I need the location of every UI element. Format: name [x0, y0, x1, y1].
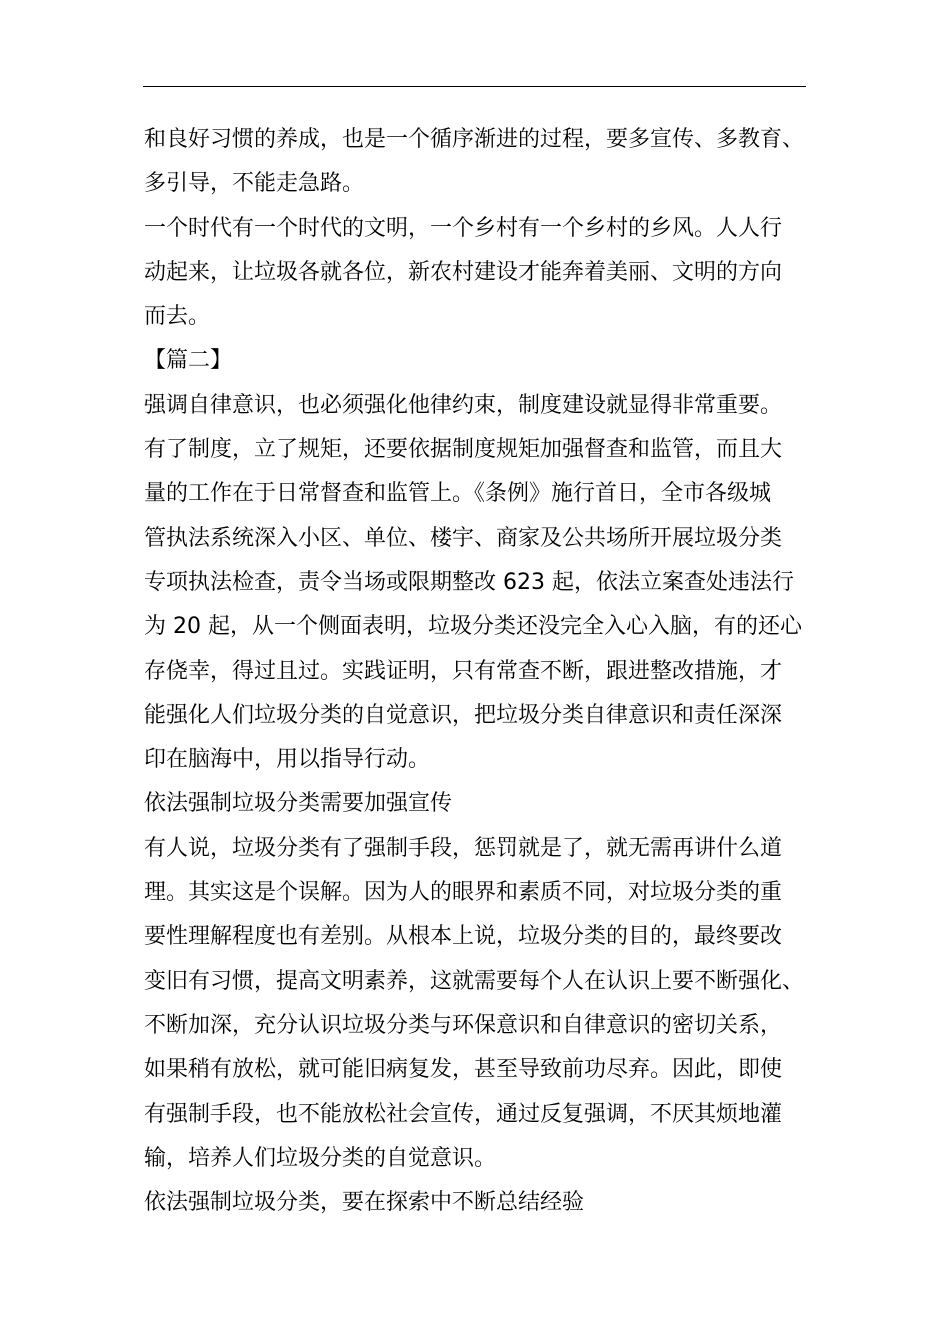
text-line: 输，培养人们垃圾分类的自觉意识。	[144, 1145, 497, 1171]
text-line: 存侥幸，得过且过。实践证明，只有常查不断，跟进整改措施，才	[144, 658, 783, 684]
text-line: 而去。	[144, 304, 211, 330]
text-line: 动起来，让垃圾各就各位，新农村建设才能奔着美丽、文明的方向	[144, 259, 783, 285]
text-line: 印在脑海中，用以指导行动。	[144, 747, 431, 773]
text-line: 一个时代有一个时代的文明，一个乡村有一个乡村的乡风。人人行	[144, 215, 783, 241]
text-line: 理。其实这是个误解。因为人的眼界和素质不同，对垃圾分类的重	[144, 880, 783, 906]
text-line: 管执法系统深入小区、单位、楼宇、商家及公共场所开展垃圾分类	[144, 525, 783, 551]
text-line: 有了制度，立了规矩，还要依据制度规矩加强督查和监管，而且大	[144, 437, 783, 463]
text-line: 不断加深，充分认识垃圾分类与环保意识和自律意识的密切关系，	[144, 1012, 783, 1038]
header-rule	[143, 86, 806, 87]
text-line: 为 20 起，从一个侧面表明，垃圾分类还没完全入心入脑，有的还心	[144, 614, 802, 640]
text-line: 要性理解程度也有差别。从根本上说，垃圾分类的目的，最终要改	[144, 924, 783, 950]
subheading: 依法强制垃圾分类需要加强宣传	[144, 791, 453, 817]
text-line: 如果稍有放松，就可能旧病复发，甚至导致前功尽弃。因此，即使	[144, 1057, 783, 1083]
text-line: 变旧有习惯，提高文明素养，这就需要每个人在认识上要不断强化、	[144, 968, 805, 994]
text-line: 强调自律意识，也必须强化他律约束，制度建设就显得非常重要。	[144, 392, 783, 418]
text-line: 专项执法检查，责令当场或限期整改 623 起，依法立案查处违法行	[144, 569, 794, 595]
section-heading: 【篇二】	[144, 348, 233, 374]
text-line: 有强制手段，也不能放松社会宣传，通过反复强调，不厌其烦地灌	[144, 1101, 783, 1127]
text-line: 能强化人们垃圾分类的自觉意识，把垃圾分类自律意识和责任深深	[144, 702, 783, 728]
body-text	[144, 118, 816, 1225]
text-line: 多引导，不能走急路。	[144, 171, 365, 197]
text-line: 有人说，垃圾分类有了强制手段，惩罚就是了，就无需再讲什么道	[144, 835, 783, 861]
text-line: 量的工作在于日常督查和监管上。《条例》施行首日，全市各级城	[144, 481, 772, 507]
text-line: 和良好习惯的养成，也是一个循序渐进的过程，要多宣传、多教育、	[144, 127, 805, 152]
subheading: 依法强制垃圾分类，要在探索中不断总结经验	[144, 1190, 585, 1216]
